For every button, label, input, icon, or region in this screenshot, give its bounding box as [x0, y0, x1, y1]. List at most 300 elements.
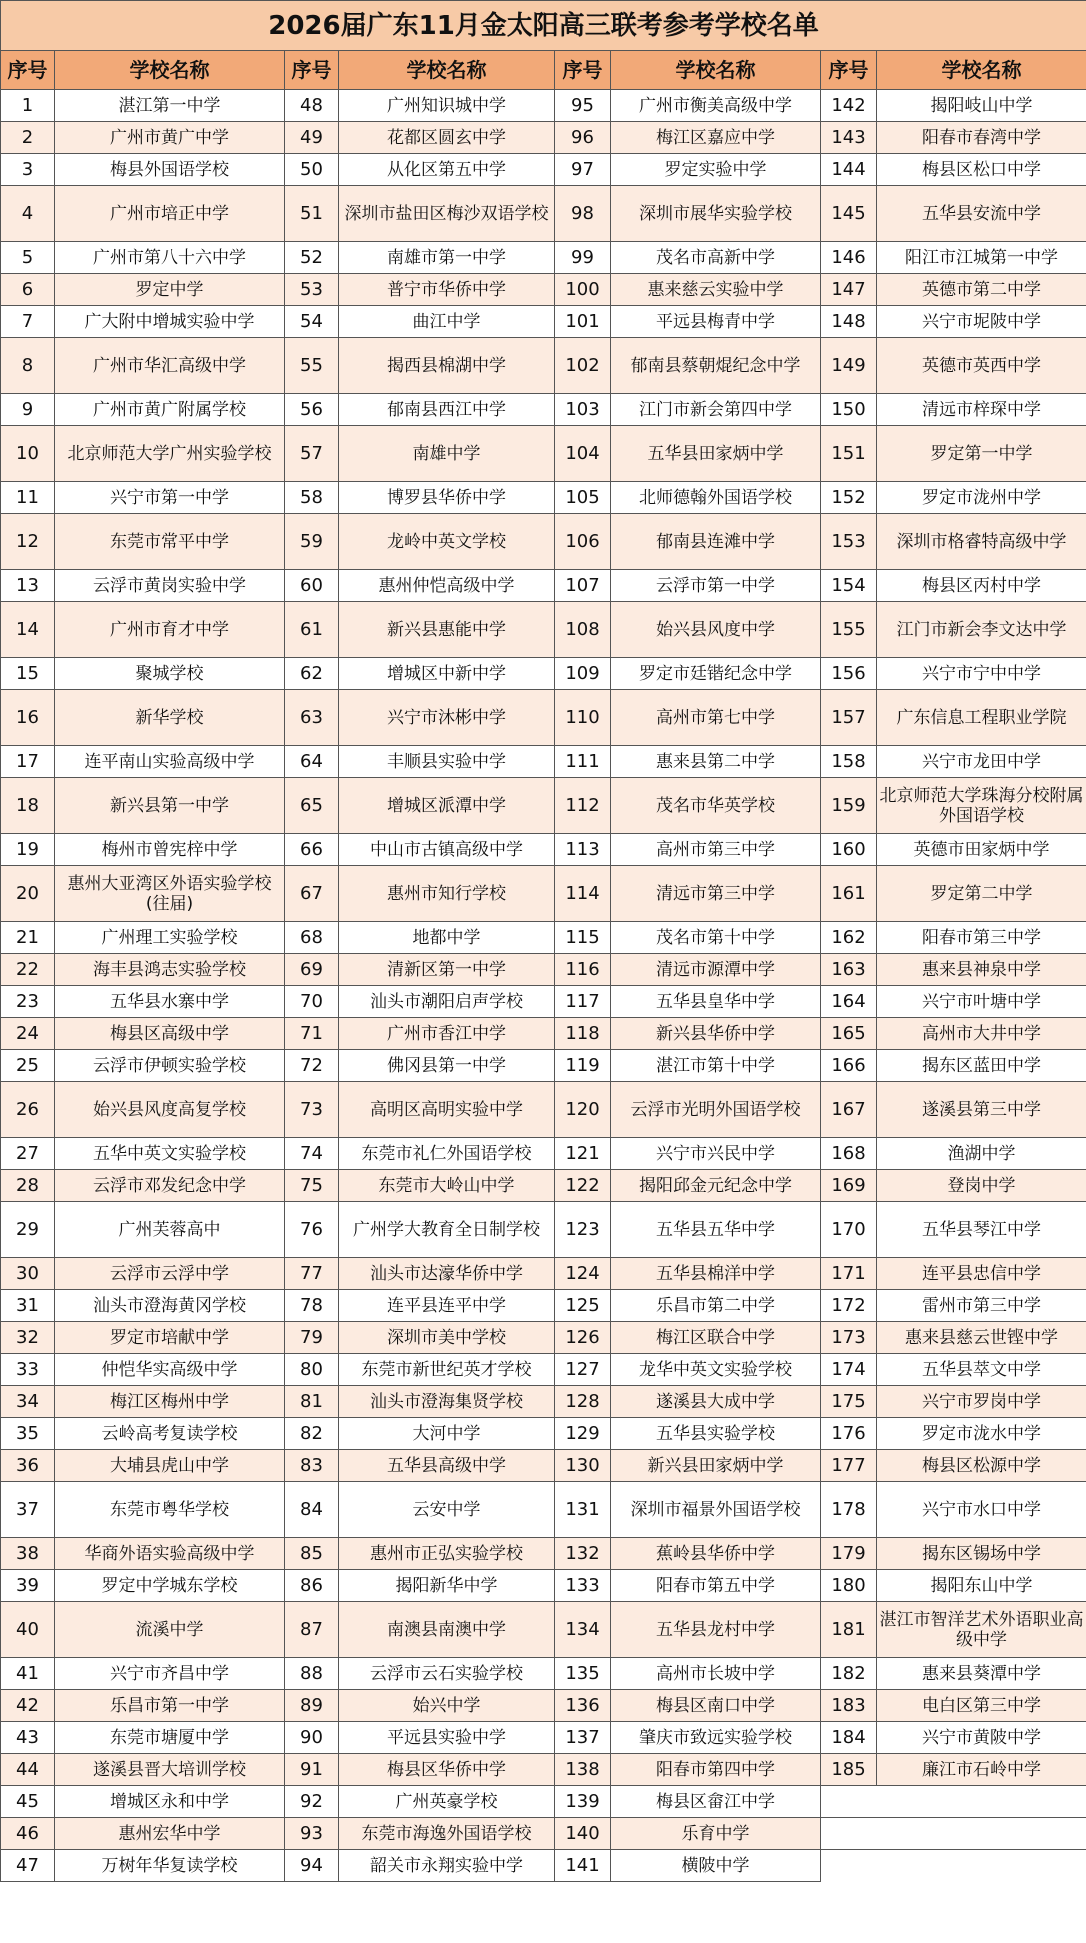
school-name: 罗定实验中学 — [611, 154, 821, 186]
school-name: 雷州市第三中学 — [877, 1290, 1086, 1322]
school-name: 新兴县惠能中学 — [339, 602, 555, 658]
school-name: 揭阳邱金元纪念中学 — [611, 1170, 821, 1202]
header-school-name: 学校名称 — [55, 51, 285, 90]
row-number: 93 — [285, 1818, 339, 1850]
school-name: 兴宁市第一中学 — [55, 482, 285, 514]
school-name: 罗定市培献中学 — [55, 1322, 285, 1354]
table-row — [1, 1018, 1086, 1050]
row-number: 153 — [821, 514, 877, 570]
table-row — [1, 658, 1086, 690]
row-number: 63 — [285, 690, 339, 746]
school-name: 梅江区联合中学 — [611, 1322, 821, 1354]
school-name: 阳春市第三中学 — [877, 922, 1086, 954]
row-number: 182 — [821, 1658, 877, 1690]
school-name: 高州市第三中学 — [611, 834, 821, 866]
school-name: 增城区派潭中学 — [339, 778, 555, 834]
school-name: 东莞市海逸外国语学校 — [339, 1818, 555, 1850]
row-number: 177 — [821, 1450, 877, 1482]
school-name: 乐昌市第二中学 — [611, 1290, 821, 1322]
row-number: 61 — [285, 602, 339, 658]
row-number: 173 — [821, 1322, 877, 1354]
school-name: 始兴县风度高复学校 — [55, 1082, 285, 1138]
row-number: 132 — [555, 1538, 611, 1570]
row-number: 88 — [285, 1658, 339, 1690]
school-name: 广州市香江中学 — [339, 1018, 555, 1050]
school-name: 罗定市泷水中学 — [877, 1418, 1086, 1450]
school-name: 增城区永和中学 — [55, 1786, 285, 1818]
row-number: 32 — [1, 1322, 55, 1354]
table-row — [1, 1418, 1086, 1450]
row-number: 86 — [285, 1570, 339, 1602]
header-school-name: 学校名称 — [339, 51, 555, 90]
page-title: 2026届广东11月金太阳高三联考参考学校名单 — [1, 1, 1086, 51]
row-number: 137 — [555, 1722, 611, 1754]
row-number: 131 — [555, 1482, 611, 1538]
school-name: 新华学校 — [55, 690, 285, 746]
row-number: 185 — [821, 1754, 877, 1786]
row-number: 37 — [1, 1482, 55, 1538]
row-number: 179 — [821, 1538, 877, 1570]
school-name: 深圳市福景外国语学校 — [611, 1482, 821, 1538]
table-row — [1, 602, 1086, 658]
row-number: 123 — [555, 1202, 611, 1258]
row-number: 33 — [1, 1354, 55, 1386]
row-number: 26 — [1, 1082, 55, 1138]
empty-cell — [821, 1818, 1086, 1850]
school-name: 茂名市华英学校 — [611, 778, 821, 834]
row-number: 108 — [555, 602, 611, 658]
row-number: 142 — [821, 90, 877, 122]
row-number: 167 — [821, 1082, 877, 1138]
row-number: 171 — [821, 1258, 877, 1290]
row-number: 156 — [821, 658, 877, 690]
school-name: 兴宁市龙田中学 — [877, 746, 1086, 778]
school-name: 惠来县葵潭中学 — [877, 1658, 1086, 1690]
row-number: 59 — [285, 514, 339, 570]
school-name: 北京师范大学广州实验学校 — [55, 426, 285, 482]
row-number: 170 — [821, 1202, 877, 1258]
row-number: 15 — [1, 658, 55, 690]
table-row — [1, 1850, 1086, 1882]
school-name: 惠来县慈云世铿中学 — [877, 1322, 1086, 1354]
row-number: 13 — [1, 570, 55, 602]
school-name: 罗定第一中学 — [877, 426, 1086, 482]
table-row — [1, 1658, 1086, 1690]
row-number: 35 — [1, 1418, 55, 1450]
row-number: 18 — [1, 778, 55, 834]
school-name: 始兴中学 — [339, 1690, 555, 1722]
school-name: 揭东区锡场中学 — [877, 1538, 1086, 1570]
table-row — [1, 186, 1086, 242]
row-number: 114 — [555, 866, 611, 922]
school-name: 兴宁市坭陂中学 — [877, 306, 1086, 338]
school-name: 梅县区华侨中学 — [339, 1754, 555, 1786]
row-number: 98 — [555, 186, 611, 242]
row-number: 151 — [821, 426, 877, 482]
school-name: 揭阳东山中学 — [877, 1570, 1086, 1602]
school-name: 深圳市盐田区梅沙双语学校 — [339, 186, 555, 242]
school-name: 聚城学校 — [55, 658, 285, 690]
row-number: 148 — [821, 306, 877, 338]
school-name: 汕头市澄海集贤学校 — [339, 1386, 555, 1418]
table-row — [1, 1202, 1086, 1258]
school-name: 广州知识城中学 — [339, 90, 555, 122]
school-name: 连平县忠信中学 — [877, 1258, 1086, 1290]
row-number: 118 — [555, 1018, 611, 1050]
school-name: 登岗中学 — [877, 1170, 1086, 1202]
row-number: 165 — [821, 1018, 877, 1050]
school-name: 罗定市泷州中学 — [877, 482, 1086, 514]
table-row — [1, 514, 1086, 570]
row-number: 44 — [1, 1754, 55, 1786]
header-row — [1, 51, 1086, 90]
school-name: 深圳市格睿特高级中学 — [877, 514, 1086, 570]
row-number: 66 — [285, 834, 339, 866]
row-number: 184 — [821, 1722, 877, 1754]
school-name: 五华县琴江中学 — [877, 1202, 1086, 1258]
row-number: 100 — [555, 274, 611, 306]
school-name: 新兴县第一中学 — [55, 778, 285, 834]
table-row — [1, 746, 1086, 778]
row-number: 126 — [555, 1322, 611, 1354]
school-name: 北师德翰外国语学校 — [611, 482, 821, 514]
school-name: 茂名市第十中学 — [611, 922, 821, 954]
school-name: 惠州市知行学校 — [339, 866, 555, 922]
school-name: 东莞市粤华学校 — [55, 1482, 285, 1538]
school-name: 惠来慈云实验中学 — [611, 274, 821, 306]
school-name: 深圳市美中学校 — [339, 1322, 555, 1354]
school-name: 平远县梅青中学 — [611, 306, 821, 338]
school-name: 兴宁市叶塘中学 — [877, 986, 1086, 1018]
table-row — [1, 1354, 1086, 1386]
row-number: 107 — [555, 570, 611, 602]
row-number: 80 — [285, 1354, 339, 1386]
row-number: 91 — [285, 1754, 339, 1786]
school-name: 乐育中学 — [611, 1818, 821, 1850]
row-number: 45 — [1, 1786, 55, 1818]
row-number: 64 — [285, 746, 339, 778]
table-row — [1, 570, 1086, 602]
school-name: 云浮市云石实验学校 — [339, 1658, 555, 1690]
row-number: 58 — [285, 482, 339, 514]
row-number: 141 — [555, 1850, 611, 1882]
school-name: 高明区高明实验中学 — [339, 1082, 555, 1138]
school-name: 万树年华复读学校 — [55, 1850, 285, 1882]
row-number: 55 — [285, 338, 339, 394]
row-number: 31 — [1, 1290, 55, 1322]
school-name: 郁南县蔡朝焜纪念中学 — [611, 338, 821, 394]
school-name: 阳江市江城第一中学 — [877, 242, 1086, 274]
school-name: 五华县高级中学 — [339, 1450, 555, 1482]
school-name: 廉江市石岭中学 — [877, 1754, 1086, 1786]
table-row — [1, 338, 1086, 394]
school-name: 汕头市潮阳启声学校 — [339, 986, 555, 1018]
table-row — [1, 1482, 1086, 1538]
school-name: 清远市源潭中学 — [611, 954, 821, 986]
school-name: 郁南县西江中学 — [339, 394, 555, 426]
row-number: 25 — [1, 1050, 55, 1082]
school-name: 揭阳岐山中学 — [877, 90, 1086, 122]
row-number: 113 — [555, 834, 611, 866]
row-number: 120 — [555, 1082, 611, 1138]
table-row — [1, 834, 1086, 866]
table-row — [1, 1082, 1086, 1138]
row-number: 158 — [821, 746, 877, 778]
school-name: 横陂中学 — [611, 1850, 821, 1882]
school-name: 深圳市展华实验学校 — [611, 186, 821, 242]
row-number: 83 — [285, 1450, 339, 1482]
row-number: 99 — [555, 242, 611, 274]
school-name: 韶关市永翔实验中学 — [339, 1850, 555, 1882]
school-name: 揭阳新华中学 — [339, 1570, 555, 1602]
school-name: 高州市大井中学 — [877, 1018, 1086, 1050]
row-number: 69 — [285, 954, 339, 986]
school-name: 始兴县风度中学 — [611, 602, 821, 658]
school-name: 阳春市第五中学 — [611, 1570, 821, 1602]
school-name: 东莞市新世纪英才学校 — [339, 1354, 555, 1386]
school-name: 惠来县神泉中学 — [877, 954, 1086, 986]
row-number: 102 — [555, 338, 611, 394]
school-name: 梅县外国语学校 — [55, 154, 285, 186]
empty-cell — [821, 1786, 1086, 1818]
row-number: 134 — [555, 1602, 611, 1658]
school-name: 遂溪县晋大培训学校 — [55, 1754, 285, 1786]
row-number: 16 — [1, 690, 55, 746]
row-number: 11 — [1, 482, 55, 514]
row-number: 104 — [555, 426, 611, 482]
row-number: 68 — [285, 922, 339, 954]
row-number: 152 — [821, 482, 877, 514]
school-name: 罗定中学 — [55, 274, 285, 306]
school-name: 遂溪县大成中学 — [611, 1386, 821, 1418]
header-no: 序号 — [821, 51, 877, 90]
school-name: 梅县区丙村中学 — [877, 570, 1086, 602]
row-number: 4 — [1, 186, 55, 242]
school-name: 普宁市华侨中学 — [339, 274, 555, 306]
table-row — [1, 1450, 1086, 1482]
row-number: 119 — [555, 1050, 611, 1082]
school-name: 连平南山实验高级中学 — [55, 746, 285, 778]
row-number: 111 — [555, 746, 611, 778]
row-number: 133 — [555, 1570, 611, 1602]
row-number: 8 — [1, 338, 55, 394]
row-number: 23 — [1, 986, 55, 1018]
row-number: 3 — [1, 154, 55, 186]
row-number: 12 — [1, 514, 55, 570]
row-number: 154 — [821, 570, 877, 602]
school-name: 兴宁市黄陂中学 — [877, 1722, 1086, 1754]
row-number: 140 — [555, 1818, 611, 1850]
school-name: 五华县安流中学 — [877, 186, 1086, 242]
school-name: 增城区中新中学 — [339, 658, 555, 690]
row-number: 49 — [285, 122, 339, 154]
row-number: 136 — [555, 1690, 611, 1722]
row-number: 9 — [1, 394, 55, 426]
school-name: 南雄中学 — [339, 426, 555, 482]
row-number: 6 — [1, 274, 55, 306]
table-row — [1, 154, 1086, 186]
row-number: 176 — [821, 1418, 877, 1450]
table-row — [1, 394, 1086, 426]
row-number: 2 — [1, 122, 55, 154]
table-row — [1, 1050, 1086, 1082]
school-name: 渔湖中学 — [877, 1138, 1086, 1170]
school-name: 五华中英文实验学校 — [55, 1138, 285, 1170]
row-number: 84 — [285, 1482, 339, 1538]
school-name: 仲恺华实高级中学 — [55, 1354, 285, 1386]
header-school-name: 学校名称 — [611, 51, 821, 90]
school-name: 东莞市塘厦中学 — [55, 1722, 285, 1754]
row-number: 121 — [555, 1138, 611, 1170]
school-name: 云浮市光明外国语学校 — [611, 1082, 821, 1138]
row-number: 149 — [821, 338, 877, 394]
row-number: 130 — [555, 1450, 611, 1482]
school-name: 英德市田家炳中学 — [877, 834, 1086, 866]
row-number: 79 — [285, 1322, 339, 1354]
row-number: 65 — [285, 778, 339, 834]
row-number: 180 — [821, 1570, 877, 1602]
table-row — [1, 1290, 1086, 1322]
row-number: 164 — [821, 986, 877, 1018]
row-number: 70 — [285, 986, 339, 1018]
school-name: 江门市新会李文达中学 — [877, 602, 1086, 658]
school-name: 梅州市曾宪梓中学 — [55, 834, 285, 866]
school-name: 佛冈县第一中学 — [339, 1050, 555, 1082]
school-name: 广州英豪学校 — [339, 1786, 555, 1818]
header-school-name: 学校名称 — [877, 51, 1086, 90]
table-row — [1, 426, 1086, 482]
school-name: 清远市梓琛中学 — [877, 394, 1086, 426]
row-number: 125 — [555, 1290, 611, 1322]
row-number: 175 — [821, 1386, 877, 1418]
school-name: 惠州大亚湾区外语实验学校(往届) — [55, 866, 285, 922]
table-row — [1, 1538, 1086, 1570]
row-number: 161 — [821, 866, 877, 922]
header-no: 序号 — [1, 51, 55, 90]
row-number: 41 — [1, 1658, 55, 1690]
row-number: 146 — [821, 242, 877, 274]
row-number: 116 — [555, 954, 611, 986]
table-row — [1, 1322, 1086, 1354]
row-number: 168 — [821, 1138, 877, 1170]
school-name: 高州市长坡中学 — [611, 1658, 821, 1690]
school-name: 五华县萃文中学 — [877, 1354, 1086, 1386]
school-name: 五华县棉洋中学 — [611, 1258, 821, 1290]
row-number: 147 — [821, 274, 877, 306]
row-number: 53 — [285, 274, 339, 306]
row-number: 81 — [285, 1386, 339, 1418]
school-name: 广州市黄广中学 — [55, 122, 285, 154]
row-number: 117 — [555, 986, 611, 1018]
school-name: 惠来县第二中学 — [611, 746, 821, 778]
school-name: 汕头市澄海黄冈学校 — [55, 1290, 285, 1322]
school-name: 云浮市伊顿实验学校 — [55, 1050, 285, 1082]
school-name: 兴宁市兴民中学 — [611, 1138, 821, 1170]
row-number: 109 — [555, 658, 611, 690]
school-name: 新兴县华侨中学 — [611, 1018, 821, 1050]
row-number: 7 — [1, 306, 55, 338]
school-name: 郁南县连滩中学 — [611, 514, 821, 570]
row-number: 127 — [555, 1354, 611, 1386]
school-name: 罗定中学城东学校 — [55, 1570, 285, 1602]
row-number: 75 — [285, 1170, 339, 1202]
school-name: 阳春市春湾中学 — [877, 122, 1086, 154]
school-name: 云浮市第一中学 — [611, 570, 821, 602]
school-name: 流溪中学 — [55, 1602, 285, 1658]
row-number: 52 — [285, 242, 339, 274]
school-name: 花都区圆玄中学 — [339, 122, 555, 154]
school-name: 大河中学 — [339, 1418, 555, 1450]
row-number: 30 — [1, 1258, 55, 1290]
school-name: 湛江第一中学 — [55, 90, 285, 122]
row-number: 10 — [1, 426, 55, 482]
row-number: 48 — [285, 90, 339, 122]
row-number: 183 — [821, 1690, 877, 1722]
school-name: 大埔县虎山中学 — [55, 1450, 285, 1482]
row-number: 22 — [1, 954, 55, 986]
school-name: 曲江中学 — [339, 306, 555, 338]
row-number: 97 — [555, 154, 611, 186]
row-number: 90 — [285, 1722, 339, 1754]
school-name: 东莞市礼仁外国语学校 — [339, 1138, 555, 1170]
school-name: 揭东区蓝田中学 — [877, 1050, 1086, 1082]
row-number: 172 — [821, 1290, 877, 1322]
school-name: 五华县皇华中学 — [611, 986, 821, 1018]
school-name: 惠州市正弘实验学校 — [339, 1538, 555, 1570]
table-row — [1, 1258, 1086, 1290]
school-name: 兴宁市水口中学 — [877, 1482, 1086, 1538]
row-number: 178 — [821, 1482, 877, 1538]
school-name: 东莞市大岭山中学 — [339, 1170, 555, 1202]
school-name: 平远县实验中学 — [339, 1722, 555, 1754]
school-name: 云岭高考复读学校 — [55, 1418, 285, 1450]
school-name: 罗定第二中学 — [877, 866, 1086, 922]
row-number: 60 — [285, 570, 339, 602]
row-number: 124 — [555, 1258, 611, 1290]
school-name: 兴宁市齐昌中学 — [55, 1658, 285, 1690]
row-number: 87 — [285, 1602, 339, 1658]
row-number: 155 — [821, 602, 877, 658]
school-name: 茂名市高新中学 — [611, 242, 821, 274]
empty-cell — [821, 1850, 1086, 1882]
school-name: 电白区第三中学 — [877, 1690, 1086, 1722]
row-number: 122 — [555, 1170, 611, 1202]
school-name: 丰顺县实验中学 — [339, 746, 555, 778]
row-number: 57 — [285, 426, 339, 482]
school-name: 中山市古镇高级中学 — [339, 834, 555, 866]
row-number: 138 — [555, 1754, 611, 1786]
school-name: 广州芙蓉高中 — [55, 1202, 285, 1258]
row-number: 39 — [1, 1570, 55, 1602]
table-row — [1, 1602, 1086, 1658]
school-name: 罗定市廷锴纪念中学 — [611, 658, 821, 690]
table-row — [1, 690, 1086, 746]
row-number: 46 — [1, 1818, 55, 1850]
row-number: 160 — [821, 834, 877, 866]
table-row — [1, 1754, 1086, 1786]
row-number: 115 — [555, 922, 611, 954]
row-number: 163 — [821, 954, 877, 986]
row-number: 103 — [555, 394, 611, 426]
row-number: 20 — [1, 866, 55, 922]
school-name: 英德市英西中学 — [877, 338, 1086, 394]
row-number: 89 — [285, 1690, 339, 1722]
row-number: 38 — [1, 1538, 55, 1570]
school-name: 广州市育才中学 — [55, 602, 285, 658]
school-name: 惠州仲恺高级中学 — [339, 570, 555, 602]
school-name: 广大附中增城实验中学 — [55, 306, 285, 338]
table-row — [1, 1386, 1086, 1418]
